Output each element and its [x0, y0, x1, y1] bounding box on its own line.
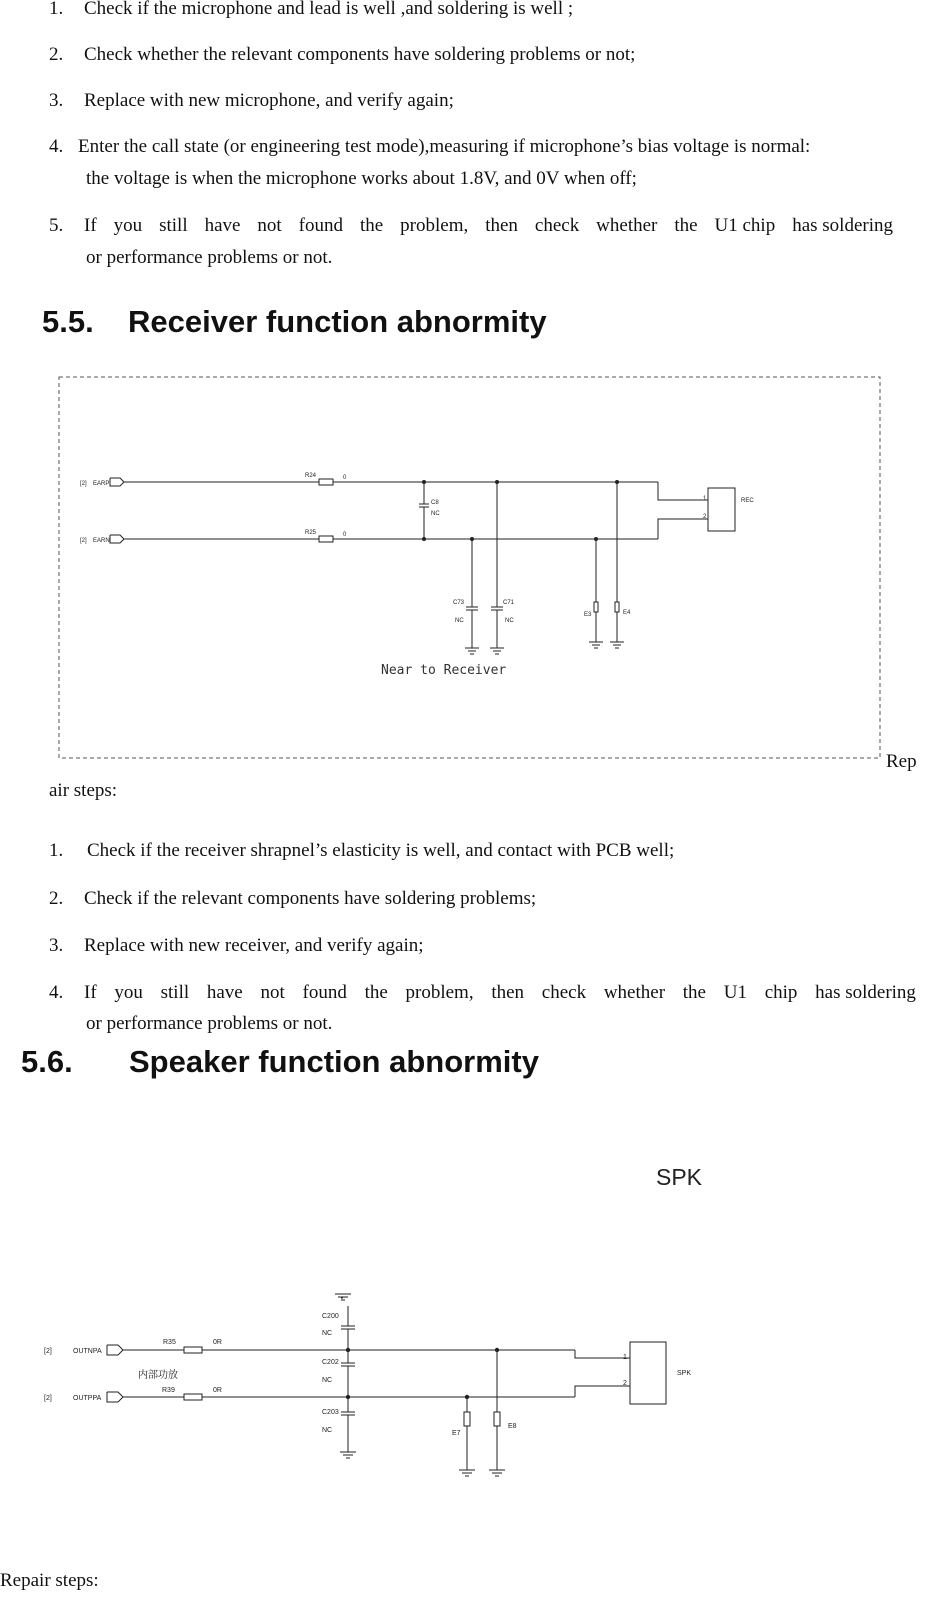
- heading-title: Receiver function abnormity: [128, 304, 547, 339]
- word: then: [485, 215, 518, 236]
- port-flag-earn: [110, 535, 124, 543]
- pin-label: 2: [623, 1380, 627, 1387]
- net-label-earn: EARN: [93, 538, 110, 544]
- ref-label: E8: [508, 1423, 517, 1430]
- word: has soldering: [815, 982, 916, 1003]
- port-label: [2]: [44, 1348, 52, 1355]
- step-text: Replace with new receiver, and verify again;: [84, 935, 424, 956]
- receiver-step-1: [49, 840, 675, 862]
- junction-dot: [422, 480, 426, 484]
- speaker-schematic: [0, 1100, 927, 1520]
- resistor-r39: [184, 1394, 202, 1400]
- esd-e7: [464, 1412, 470, 1426]
- word: check: [534, 215, 580, 236]
- word: whether: [603, 982, 666, 1003]
- word: you: [114, 982, 143, 1003]
- net-earp: [658, 482, 703, 500]
- speaker-component: [630, 1342, 666, 1404]
- word: U1 chip: [714, 215, 776, 236]
- chinese-note: 内部功放: [138, 1370, 178, 1381]
- word: the: [674, 215, 698, 236]
- word: problem,: [400, 215, 469, 236]
- step-text-line1: Enter the call state (or engineering test mode),measuring if microphone’s bias voltage is normal:: [78, 136, 811, 157]
- word: then: [491, 982, 525, 1003]
- net-earn: [658, 519, 703, 539]
- ref-label: C200: [322, 1313, 339, 1320]
- heading-number: 5.5.: [42, 304, 94, 339]
- word: still: [160, 982, 190, 1003]
- word: whether: [596, 215, 658, 236]
- resistor-r25: [319, 536, 333, 542]
- word: the: [364, 982, 388, 1003]
- pin-label: 1: [623, 1354, 627, 1361]
- junction-dot: [470, 537, 474, 541]
- value-label: NC: [322, 1427, 333, 1434]
- word: found: [302, 982, 347, 1003]
- value-label: NC: [455, 618, 464, 624]
- receiver-step-4-line2: or performance problems or not.: [86, 1013, 333, 1034]
- step-text: Check whether the relevant components have soldering problems or not;: [84, 44, 636, 65]
- value-label: NC: [322, 1377, 333, 1384]
- word: If: [84, 982, 97, 1003]
- speaker-label: SPK: [677, 1370, 692, 1377]
- port-flag-outppa: [107, 1392, 123, 1402]
- value-label: 0R: [213, 1339, 222, 1346]
- receiver-component: [708, 488, 735, 531]
- junction-dot: [422, 537, 426, 541]
- net-label-outppa: OUTPPA: [73, 1395, 102, 1402]
- receiver-step-4-line1: [84, 982, 916, 1004]
- net-outppa: [575, 1386, 630, 1397]
- net-label-earp: EARP: [93, 481, 110, 487]
- port-label: [2]: [80, 538, 87, 544]
- net-label-outnpa: OUTNPA: [73, 1348, 102, 1355]
- mic-step-5-number: 5.: [49, 215, 64, 236]
- step-number: 2.: [49, 44, 64, 65]
- resistor-r24: [319, 479, 333, 485]
- junction-dot: [615, 480, 619, 484]
- word: has soldering: [792, 215, 893, 236]
- step-number: 2.: [49, 888, 64, 909]
- receiver-step-4-number: 4.: [49, 982, 64, 1003]
- receiver-step-2: [49, 888, 537, 910]
- schematic-title: SPK: [656, 1164, 703, 1190]
- step-text: Check if the receiver shrapnel’s elasticity is well, and contact with PCB well;: [87, 840, 675, 861]
- mic-step-4-line2: the voltage is when the microphone works about 1.8V, and 0V when off;: [86, 168, 637, 189]
- port-label: [2]: [80, 481, 87, 487]
- word: chip: [764, 982, 798, 1003]
- ref-label: R25: [305, 530, 317, 536]
- schematic-frame: [59, 377, 880, 758]
- repair-label-speaker: Repair steps:: [0, 1570, 99, 1591]
- port-flag-earp: [110, 478, 124, 486]
- word: you: [113, 215, 143, 236]
- word: the: [682, 982, 706, 1003]
- step-text: Check if the relevant components have soldering problems;: [84, 888, 537, 909]
- receiver-step-3: [49, 935, 424, 957]
- word: check: [541, 982, 587, 1003]
- step-number: 1.: [49, 0, 64, 19]
- word: U1: [723, 982, 747, 1003]
- word: problem,: [405, 982, 474, 1003]
- value-label: 0: [343, 475, 347, 481]
- step-text: Check if the microphone and lead is well ,and soldering is well ;: [84, 0, 574, 19]
- net-outnpa: [575, 1350, 630, 1358]
- junction-dot: [346, 1348, 350, 1352]
- resistor-r35: [184, 1347, 202, 1353]
- schematic-caption: Near to Receiver: [381, 663, 507, 678]
- word: the: [359, 215, 384, 236]
- ref-label: C202: [322, 1359, 339, 1366]
- word: found: [298, 215, 343, 236]
- value-label: NC: [505, 618, 514, 624]
- word: not: [260, 982, 285, 1003]
- value-label: NC: [431, 511, 440, 517]
- pin-label: 2: [703, 514, 707, 520]
- repair-label-part2: air steps:: [49, 780, 118, 801]
- junction-dot: [346, 1395, 350, 1399]
- esd-e3: [594, 602, 598, 612]
- word: not: [257, 215, 282, 236]
- ref-label: R24: [305, 473, 317, 479]
- step-text: Replace with new microphone, and verify again;: [84, 90, 454, 111]
- word: If: [84, 215, 97, 236]
- port-label: [2]: [44, 1395, 52, 1402]
- step-number: 3.: [49, 935, 64, 956]
- step-number: 3.: [49, 90, 64, 111]
- pin-label: 1: [703, 496, 707, 502]
- junction-dot: [495, 480, 499, 484]
- receiver-label: REC: [741, 498, 754, 504]
- ref-label: E7: [452, 1430, 461, 1437]
- junction-dot: [465, 1395, 469, 1399]
- mic-step-5-line2: or performance problems or not.: [86, 247, 333, 268]
- junction-dot: [594, 537, 598, 541]
- word: have: [206, 982, 243, 1003]
- ref-label: R39: [162, 1387, 175, 1394]
- value-label: NC: [322, 1330, 333, 1337]
- ref-label: C73: [453, 600, 465, 606]
- value-label: 0R: [213, 1387, 222, 1394]
- junction-dot: [495, 1348, 499, 1352]
- ref-label: C203: [322, 1409, 339, 1416]
- ref-label: E4: [623, 610, 631, 616]
- heading-title: Speaker function abnormity: [129, 1044, 539, 1079]
- step-number: 4.: [49, 136, 64, 157]
- ref-label: C8: [431, 500, 439, 506]
- repair-label-part1: Rep: [886, 751, 917, 772]
- port-flag-outnpa: [107, 1345, 123, 1355]
- word: have: [204, 215, 241, 236]
- section-heading-speaker: [21, 1044, 539, 1080]
- ref-label: R35: [163, 1339, 176, 1346]
- esd-e4: [615, 602, 619, 612]
- ref-label: E3: [584, 612, 592, 618]
- value-label: 0: [343, 532, 347, 538]
- word: still: [159, 215, 188, 236]
- ref-label: C71: [503, 600, 515, 606]
- esd-e8: [494, 1412, 500, 1426]
- heading-number: 5.6.: [21, 1044, 73, 1079]
- step-number: 1.: [49, 840, 64, 861]
